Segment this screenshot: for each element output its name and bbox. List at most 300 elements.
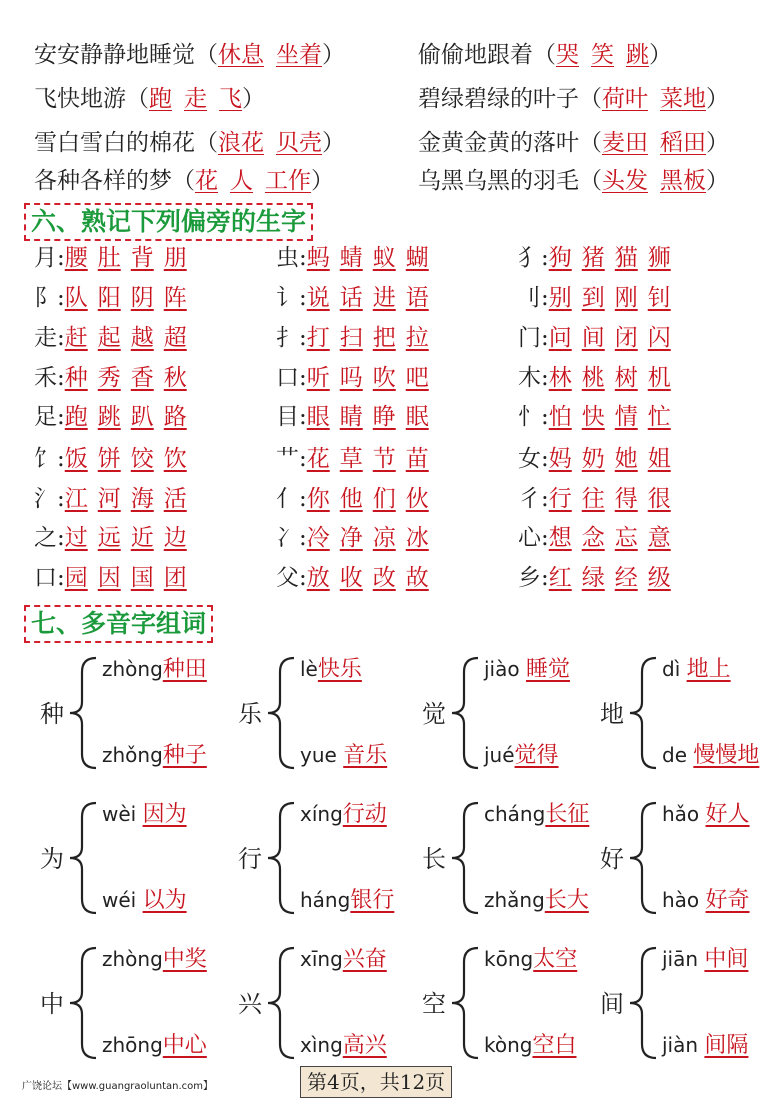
radical-char: 冰	[405, 525, 429, 551]
radical-label: 口:	[34, 565, 65, 591]
radical-char: 往	[581, 486, 605, 512]
radical-group	[276, 283, 439, 313]
reading-word: 中心	[162, 1033, 207, 1058]
radical-char: 阳	[97, 285, 121, 311]
radical-char: 树	[614, 365, 638, 391]
radical-char: 江	[64, 486, 88, 512]
radical-group	[34, 484, 197, 514]
polyphone-block	[228, 942, 418, 1062]
radical-char: 很	[647, 486, 671, 512]
reading-2	[102, 1028, 207, 1059]
radical-label: 亻:	[276, 486, 307, 512]
radical-char: 行	[548, 486, 572, 512]
pinyin: háng	[300, 888, 351, 912]
radical-char: 打	[306, 325, 330, 351]
polyphone-block	[228, 797, 418, 917]
radical-group	[518, 243, 681, 273]
polyphone-block	[590, 652, 780, 772]
radical-label: 阝:	[34, 285, 65, 311]
radical-char: 蚁	[372, 245, 396, 271]
radical-char: 冷	[306, 525, 330, 551]
radical-char: 狮	[647, 245, 671, 271]
radical-char: 猪	[581, 245, 605, 271]
radical-group	[34, 563, 197, 593]
pinyin: jiào	[484, 657, 526, 681]
answer-word: 麦田	[602, 130, 648, 156]
radical-label: 心:	[518, 525, 549, 551]
phrase-close: ）	[706, 168, 729, 194]
polyphone-char: 觉	[422, 700, 446, 728]
radical-char: 活	[163, 486, 187, 512]
radical-char: 怕	[548, 404, 572, 430]
reading-2	[662, 1028, 748, 1059]
radical-char: 过	[64, 525, 88, 551]
radical-char: 桃	[581, 365, 605, 391]
pinyin: wèi	[102, 802, 143, 826]
radical-char: 跳	[97, 404, 121, 430]
radical-char: 跑	[64, 404, 88, 430]
phrase-close: ）	[322, 130, 345, 156]
polyphone-char: 地	[600, 700, 624, 728]
radical-label: 女:	[518, 446, 549, 472]
polyphone-block	[412, 942, 602, 1062]
polyphone-block	[590, 942, 780, 1062]
reading-word: 慢慢地	[693, 743, 760, 768]
radical-char: 蚂	[306, 245, 330, 271]
reading-word: 长征	[545, 802, 590, 827]
radical-char: 钊	[647, 285, 671, 311]
radical-char: 路	[163, 404, 187, 430]
phrase-close: ）	[322, 42, 345, 68]
radical-char: 你	[306, 486, 330, 512]
radical-char: 忙	[647, 404, 671, 430]
answer-word: 哭	[556, 42, 579, 68]
radical-char: 香	[130, 365, 154, 391]
radical-char: 听	[306, 365, 330, 391]
radical-group	[34, 402, 197, 432]
pinyin: yue	[300, 743, 344, 767]
radical-char: 花	[306, 446, 330, 472]
phrase-text: 乌黑乌黑的羽毛（	[418, 168, 602, 194]
reading-2	[300, 883, 394, 914]
radical-char: 拉	[405, 325, 429, 351]
radical-char: 伙	[405, 486, 429, 512]
radical-char: 语	[405, 285, 429, 311]
phrase-row	[418, 166, 729, 196]
phrase-text: 碧绿碧绿的叶子（	[418, 86, 602, 112]
polyphone-char: 种	[40, 700, 64, 728]
reading-1	[662, 942, 748, 973]
radical-char: 闭	[614, 325, 638, 351]
reading-2	[300, 738, 387, 769]
reading-1	[484, 652, 570, 683]
radical-char: 她	[614, 446, 638, 472]
radical-char: 饮	[163, 446, 187, 472]
radical-char: 队	[64, 285, 88, 311]
polyphone-char: 长	[422, 845, 446, 873]
reading-word: 种田	[162, 657, 207, 682]
radical-label: 虫:	[276, 245, 307, 271]
radical-group	[34, 243, 197, 273]
phrase-row	[418, 128, 729, 158]
phrase-row	[34, 166, 334, 196]
radical-char: 肚	[97, 245, 121, 271]
radical-group	[518, 484, 681, 514]
reading-word: 觉得	[514, 743, 559, 768]
phrase-close: ）	[649, 42, 672, 68]
radical-char: 超	[163, 325, 187, 351]
phrase-row	[418, 40, 672, 70]
radical-char: 阵	[163, 285, 187, 311]
radical-char: 饭	[64, 446, 88, 472]
polyphone-char: 中	[40, 990, 64, 1018]
radical-label: 之:	[34, 525, 65, 551]
pinyin: hào	[662, 888, 706, 912]
radical-char: 妈	[548, 446, 572, 472]
radical-char: 吧	[405, 365, 429, 391]
radical-label: 月:	[34, 245, 65, 271]
answer-word: 花	[195, 168, 218, 194]
radical-group	[276, 402, 439, 432]
footer-source: 广饶论坛【www.guangraoluntan.com】	[22, 1081, 214, 1092]
phrase-text: 安安静静地睡觉（	[34, 42, 218, 68]
reading-word: 好奇	[705, 888, 750, 913]
radical-char: 说	[306, 285, 330, 311]
radical-group	[34, 363, 197, 393]
radical-char: 扫	[339, 325, 363, 351]
pinyin: xíng	[300, 802, 343, 826]
radical-char: 海	[130, 486, 154, 512]
radical-char: 吗	[339, 365, 363, 391]
radical-char: 刚	[614, 285, 638, 311]
radical-label: 足:	[34, 404, 65, 430]
answer-word: 走	[184, 86, 207, 112]
answer-word: 荷叶	[602, 86, 648, 112]
phrase-text: 飞快地游（	[34, 86, 149, 112]
polyphone-block	[228, 652, 418, 772]
radical-char: 进	[372, 285, 396, 311]
radical-char: 秀	[97, 365, 121, 391]
radical-group	[276, 484, 439, 514]
answer-word: 头发	[602, 168, 648, 194]
polyphone-block	[30, 652, 220, 772]
radical-label: 口:	[276, 365, 307, 391]
radical-char: 想	[548, 525, 572, 551]
radical-char: 饺	[130, 446, 154, 472]
radical-char: 赶	[64, 325, 88, 351]
radical-char: 蝴	[405, 245, 429, 271]
polyphone-char: 乐	[238, 700, 262, 728]
phrase-row	[34, 40, 345, 70]
pinyin: jiān	[662, 947, 705, 971]
reading-word: 空白	[532, 1033, 577, 1058]
radical-char: 改	[372, 565, 396, 591]
reading-word: 长大	[544, 888, 589, 913]
phrase-text: 各种各样的梦（	[34, 168, 195, 194]
radical-char: 因	[97, 565, 121, 591]
phrase-row	[34, 84, 265, 114]
radical-group	[518, 402, 681, 432]
radical-label: 犭:	[518, 245, 549, 271]
radical-char: 问	[548, 325, 572, 351]
radical-group	[518, 323, 681, 353]
reading-word: 高兴	[342, 1033, 387, 1058]
reading-2	[102, 738, 207, 769]
radical-label: 木:	[518, 365, 549, 391]
pinyin: lè	[300, 657, 318, 681]
radical-char: 净	[339, 525, 363, 551]
radical-char: 忘	[614, 525, 638, 551]
polyphone-char: 兴	[238, 990, 262, 1018]
reading-2	[662, 883, 750, 914]
reading-2	[484, 883, 589, 914]
radical-group	[276, 243, 439, 273]
radical-group	[518, 523, 681, 553]
reading-1	[662, 797, 750, 828]
reading-word: 好人	[705, 802, 750, 827]
pinyin: de	[662, 743, 694, 767]
radical-char: 朋	[163, 245, 187, 271]
phrase-row	[418, 84, 729, 114]
phrase-text: 金黄金黄的落叶（	[418, 130, 602, 156]
phrase-close: ）	[242, 86, 265, 112]
radical-char: 节	[372, 446, 396, 472]
radical-char: 起	[97, 325, 121, 351]
polyphone-char: 空	[422, 990, 446, 1018]
page-number: 第4页，共12页	[300, 1066, 452, 1098]
radical-char: 奶	[581, 446, 605, 472]
radical-char: 边	[163, 525, 187, 551]
reading-word: 兴奋	[342, 947, 387, 972]
radical-group	[276, 323, 439, 353]
phrase-close: ）	[706, 130, 729, 156]
radical-group	[518, 563, 681, 593]
radical-char: 睛	[339, 404, 363, 430]
radical-char: 们	[372, 486, 396, 512]
radical-char: 闪	[647, 325, 671, 351]
radical-char: 得	[614, 486, 638, 512]
pinyin: zhǒng	[102, 743, 163, 767]
radical-char: 绿	[581, 565, 605, 591]
reading-1	[484, 797, 589, 828]
radical-char: 姐	[647, 446, 671, 472]
radical-char: 情	[614, 404, 638, 430]
radical-group	[276, 444, 439, 474]
section-6-heading: 六、熟记下列偏旁的生字	[24, 203, 313, 241]
polyphone-block	[412, 797, 602, 917]
pinyin: zhòng	[102, 947, 163, 971]
radical-char: 意	[647, 525, 671, 551]
radical-char: 间	[581, 325, 605, 351]
radical-char: 快	[581, 404, 605, 430]
radical-char: 眼	[306, 404, 330, 430]
radical-char: 凉	[372, 525, 396, 551]
reading-1	[300, 942, 387, 973]
reading-2	[484, 1028, 577, 1059]
radical-char: 狗	[548, 245, 572, 271]
radical-char: 园	[64, 565, 88, 591]
reading-1	[662, 652, 731, 683]
phrase-row	[34, 128, 345, 158]
radical-char: 近	[130, 525, 154, 551]
pinyin: cháng	[484, 802, 546, 826]
answer-word: 笑	[591, 42, 614, 68]
answer-word: 人	[230, 168, 253, 194]
radical-group	[518, 444, 681, 474]
radical-char: 红	[548, 565, 572, 591]
radical-label: 刂:	[518, 285, 549, 311]
radical-label: 目:	[276, 404, 307, 430]
radical-char: 阴	[130, 285, 154, 311]
radical-char: 吹	[372, 365, 396, 391]
reading-word: 以为	[142, 888, 187, 913]
polyphone-block	[412, 652, 602, 772]
reading-word: 间隔	[704, 1033, 749, 1058]
pinyin: wéi	[102, 888, 143, 912]
reading-word: 种子	[162, 743, 207, 768]
radical-label: 扌:	[276, 325, 307, 351]
phrase-close: ）	[311, 168, 334, 194]
radical-label: 忄:	[518, 404, 549, 430]
answer-word: 坐着	[276, 42, 322, 68]
radical-char: 林	[548, 365, 572, 391]
answer-word: 黑板	[660, 168, 706, 194]
answer-word: 菜地	[660, 86, 706, 112]
reading-1	[484, 942, 577, 973]
radical-label: 氵:	[34, 486, 65, 512]
radical-char: 放	[306, 565, 330, 591]
radical-char: 到	[581, 285, 605, 311]
pinyin: xīng	[300, 947, 343, 971]
radical-char: 别	[548, 285, 572, 311]
polyphone-char: 为	[40, 845, 64, 873]
radical-char: 经	[614, 565, 638, 591]
radical-label: 禾:	[34, 365, 65, 391]
radical-char: 蜻	[339, 245, 363, 271]
reading-1	[102, 797, 187, 828]
pinyin: kòng	[484, 1033, 533, 1057]
reading-1	[300, 652, 362, 683]
radical-char: 河	[97, 486, 121, 512]
polyphone-char: 好	[600, 845, 624, 873]
radical-char: 把	[372, 325, 396, 351]
reading-word: 因为	[142, 802, 187, 827]
radical-group	[34, 323, 197, 353]
reading-word: 音乐	[343, 743, 388, 768]
pinyin: kōng	[484, 947, 534, 971]
radical-group	[276, 563, 439, 593]
radical-group	[518, 283, 681, 313]
reading-1	[102, 652, 207, 683]
pinyin: jué	[484, 743, 515, 767]
reading-1	[300, 797, 387, 828]
radical-group	[518, 363, 681, 393]
reading-1	[102, 942, 207, 973]
radical-label: 门:	[518, 325, 549, 351]
radical-char: 收	[339, 565, 363, 591]
polyphone-block	[590, 797, 780, 917]
reading-2	[102, 883, 187, 914]
radical-char: 故	[405, 565, 429, 591]
reading-2	[662, 738, 759, 769]
radical-char: 话	[339, 285, 363, 311]
radical-label: 走:	[34, 325, 65, 351]
radical-group	[34, 523, 197, 553]
pinyin: jiàn	[662, 1033, 705, 1057]
radical-label: 饣:	[34, 446, 65, 472]
radical-char: 团	[163, 565, 187, 591]
radical-char: 饼	[97, 446, 121, 472]
polyphone-block	[30, 797, 220, 917]
answer-word: 跑	[149, 86, 172, 112]
reading-word: 中奖	[162, 947, 207, 972]
radical-char: 远	[97, 525, 121, 551]
pinyin: zhòng	[102, 657, 163, 681]
radical-char: 睁	[372, 404, 396, 430]
reading-word: 行动	[342, 802, 387, 827]
radical-group	[276, 523, 439, 553]
phrase-close: ）	[706, 86, 729, 112]
answer-word: 工作	[265, 168, 311, 194]
radical-char: 他	[339, 486, 363, 512]
radical-char: 级	[647, 565, 671, 591]
pinyin: xìng	[300, 1033, 343, 1057]
reading-2	[484, 738, 559, 769]
polyphone-char: 行	[238, 845, 262, 873]
radical-char: 草	[339, 446, 363, 472]
phrase-text: 雪白雪白的棉花（	[34, 130, 218, 156]
reading-word: 太空	[533, 947, 578, 972]
reading-word: 地上	[686, 657, 731, 682]
radical-char: 念	[581, 525, 605, 551]
radical-char: 秋	[163, 365, 187, 391]
radical-char: 眠	[405, 404, 429, 430]
answer-word: 浪花	[218, 130, 264, 156]
answer-word: 飞	[219, 86, 242, 112]
pinyin: zhǎng	[484, 888, 545, 912]
reading-2	[300, 1028, 387, 1059]
polyphone-block	[30, 942, 220, 1062]
radical-label: 父:	[276, 565, 307, 591]
radical-group	[34, 444, 197, 474]
radical-char: 趴	[130, 404, 154, 430]
radical-group	[276, 363, 439, 393]
section-7-heading: 七、多音字组词	[24, 605, 213, 643]
radical-label: 艹:	[276, 446, 307, 472]
reading-word: 中间	[704, 947, 749, 972]
radical-label: 冫:	[276, 525, 307, 551]
answer-word: 稻田	[660, 130, 706, 156]
reading-word: 睡觉	[525, 657, 570, 682]
reading-word: 快乐	[317, 657, 362, 682]
pinyin: hǎo	[662, 802, 706, 826]
polyphone-char: 间	[600, 990, 624, 1018]
radical-label: 彳:	[518, 486, 549, 512]
radical-char: 猫	[614, 245, 638, 271]
answer-word: 贝壳	[276, 130, 322, 156]
radical-char: 腰	[64, 245, 88, 271]
pinyin: zhōng	[102, 1033, 163, 1057]
radical-label: 讠:	[276, 285, 307, 311]
radical-char: 背	[130, 245, 154, 271]
radical-group	[34, 283, 197, 313]
answer-word: 休息	[218, 42, 264, 68]
radical-char: 苗	[405, 446, 429, 472]
radical-char: 种	[64, 365, 88, 391]
radical-char: 越	[130, 325, 154, 351]
reading-word: 银行	[350, 888, 395, 913]
phrase-text: 偷偷地跟着（	[418, 42, 556, 68]
